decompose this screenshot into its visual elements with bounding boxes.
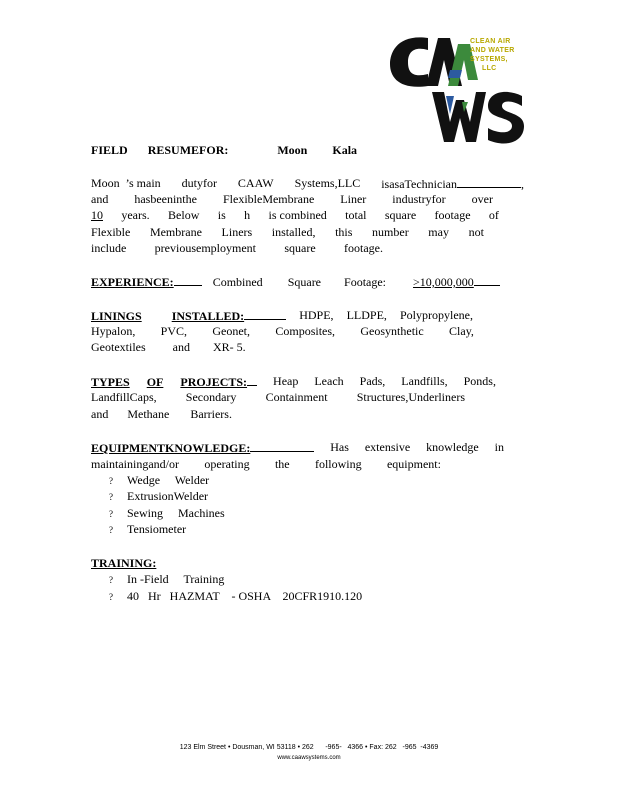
projects-line-1: TYPES OF PROJECTS: Heap Leach Pads, Landfills, Ponds, <box>91 374 496 389</box>
projects-line-3: and Methane Barriers. <box>91 407 232 421</box>
equipment-line-1: EQUIPMENTKNOWLEDGE: Has extensive knowledge in <box>91 440 504 455</box>
equipment-item: ? Tensiometer <box>109 522 187 536</box>
experience-value: >10,000,000 <box>413 275 474 289</box>
footer-website[interactable]: www.caawsystems.com <box>277 755 341 761</box>
equipment-line-2: maintainingand/or operating the following equipment: <box>91 457 441 471</box>
equipment-item: ? ExtrusionWelder <box>109 489 209 503</box>
linings-line-3: Geotextiles and XR- 5. <box>91 340 246 354</box>
linings-line-2: Hypalon, PVC, Geonet, Composites, Geosynthetic Clay, <box>91 324 474 338</box>
logo-tagline: CLEAN AIR AND WATER SYSTEMS, LLC <box>470 38 515 72</box>
experience-heading: EXPERIENCE: <box>91 275 174 289</box>
resume-header: FIELD RESUMEFOR: Moon Kala <box>91 143 358 157</box>
intro-line-2: and hasbeeninthe FlexibleMembrane Liner industryfor over <box>91 192 493 206</box>
linings-line-1: LININGS INSTALLED: HDPE, LLDPE, Polypropylene, <box>91 308 473 323</box>
training-heading: TRAINING: <box>91 556 157 570</box>
training-item: ? In -Field Training <box>109 572 225 586</box>
intro-line-4: Flexible Membrane Liners installed, this number may not <box>91 225 484 239</box>
footer-address: 123 Elm Street • Dousman, WI 53118 • 262 -965- 4366 • Fax: 262 -965 -4369 <box>179 744 439 751</box>
equipment-item: ? Wedge Welder <box>109 473 210 487</box>
equipment-item: ? Sewing Machines <box>109 506 225 520</box>
experience-line: EXPERIENCE: Combined Square Footage: >10,000,000 <box>91 273 503 290</box>
intro-line-5: include previousemployment square footage. <box>91 241 383 255</box>
projects-line-2: LandfillCaps, Secondary Containment Structures,Underliners <box>91 390 465 404</box>
training-item: ? 40 Hr HAZMAT - OSHA 20CFR1910.120 <box>109 589 363 603</box>
intro-line-3: 10 years. Below is h is combined total square footage of <box>91 208 499 222</box>
intro-line-1: Moon ’s main dutyfor CAAW Systems,LLC isasaTechnician , <box>91 176 524 191</box>
